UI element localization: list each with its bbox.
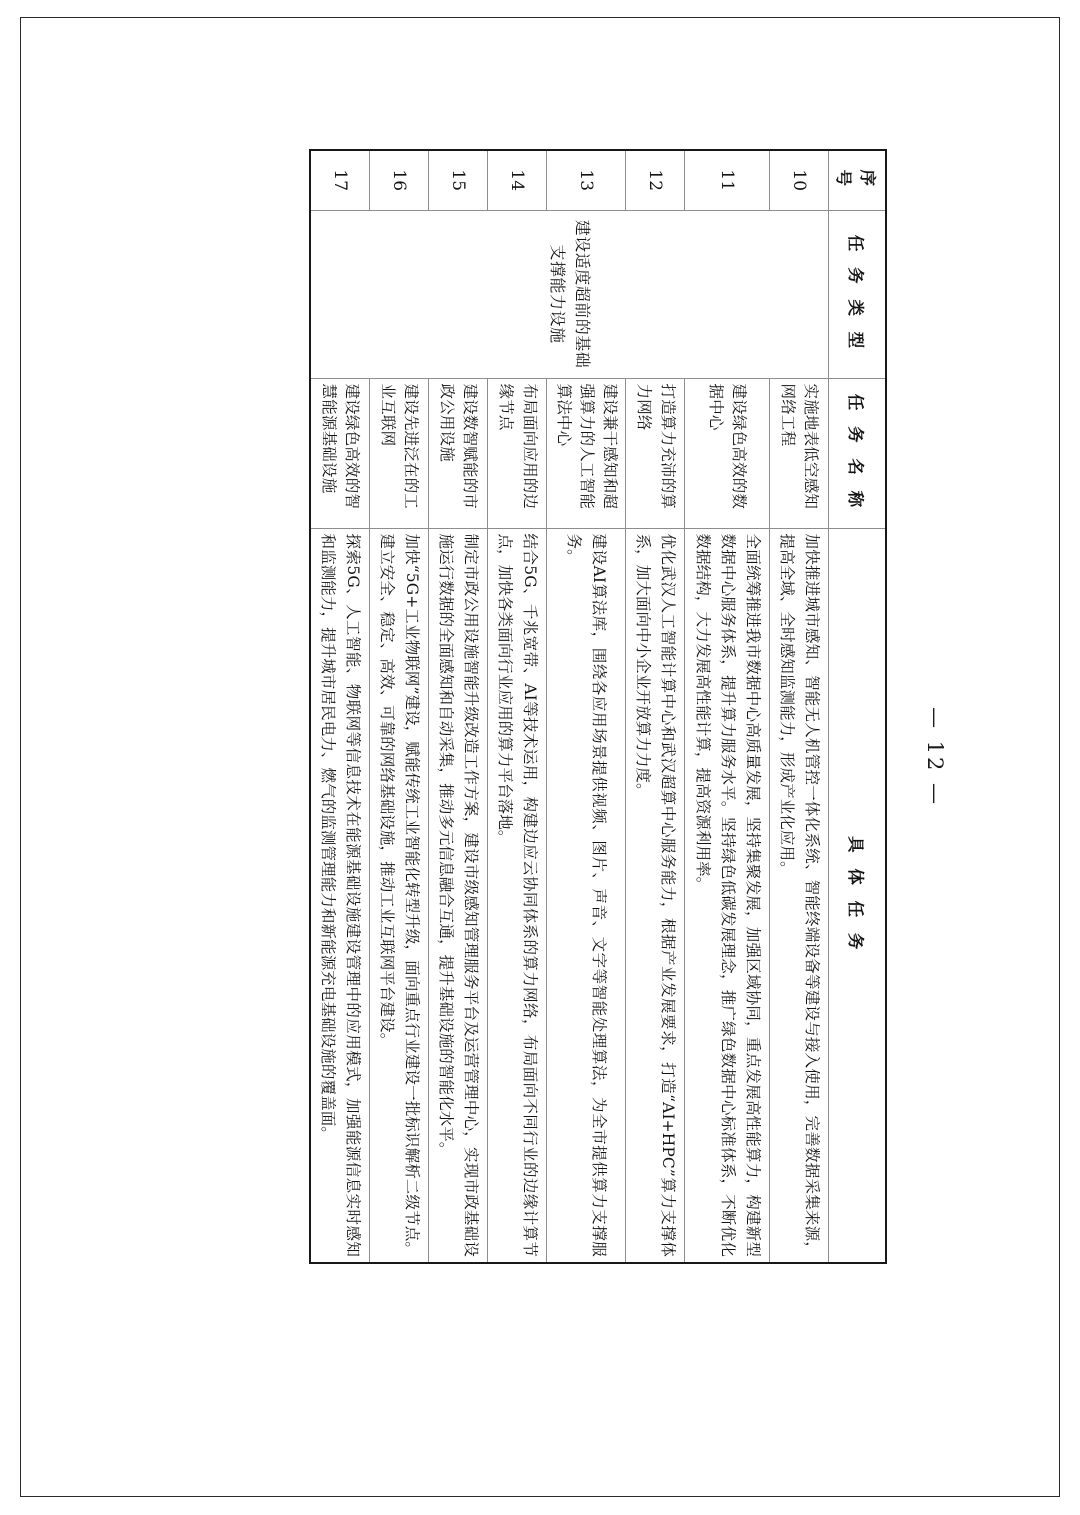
- table-header: [829, 150, 887, 1263]
- column-header-name: 任 务 名 称: [829, 378, 887, 528]
- header-row: [829, 150, 887, 1263]
- table-body: [310, 150, 829, 1263]
- column-header-type: 任 务 类 型: [829, 210, 887, 378]
- cell-no: 11: [685, 150, 769, 210]
- task-table: [309, 149, 887, 1264]
- cell-no: 12: [626, 150, 685, 210]
- column-header-no: 序 号: [829, 150, 887, 210]
- cell-task: 加快推进城市感知、智能无人机管控一体化系统、智能终端设备等建设与接入使用，完善数据采集来源，提高全域、全时感知监测能力，形成产业化应用。: [769, 528, 828, 1263]
- cell-no: 13: [547, 150, 626, 210]
- cell-type-merged: 建设适度超前的基础支撑能力设施: [310, 210, 829, 378]
- page-number: — 12 —: [923, 706, 947, 808]
- column-header-task: 具 体 任 务: [829, 528, 887, 1263]
- cell-name: 打造算力充沛的算力网络: [626, 378, 685, 528]
- cell-task: 建设AI算法库，围绕各应用场景提供视频、图片、声音、文字等智能处理算法，为全市提供算力支撑服务。: [547, 528, 626, 1263]
- table-row: [769, 150, 828, 1263]
- cell-no: 16: [369, 150, 428, 210]
- rotated-content-wrapper: [115, 92, 965, 1422]
- cell-name: 建设兼干感知和超强算力的人工智能算法中心: [547, 378, 626, 528]
- cell-name: 实施地表低空感知网络工程: [769, 378, 828, 528]
- cell-task: 全面统筹推进我市数据中心高质量发展，坚持集聚发展，加强区域协同，重点发展高性能算力，构建新型数据中心服务体系，提升算力服务水平。坚持绿色低碳发展理念，推广绿色数据中心标准体系，不断优化数据结构，大力发展高性能计算，提高资源利用率。: [685, 528, 769, 1263]
- page-border-frame: [20, 17, 1060, 1497]
- cell-no: 10: [769, 150, 828, 210]
- cell-name: 建设绿色高效的数据中心: [685, 378, 769, 528]
- cell-name: 建设绿色高效的智慧能源基础设施: [310, 378, 370, 528]
- cell-task: 加快“5G+工业物联网”建设，赋能传统工业智能化转型升级，面向重点行业建设一批标识解析二级节点。建立安全、稳定、高效、可靠的网络基础设施，推动工业互联网平台建设。: [369, 528, 428, 1263]
- cell-name: 布局面向应用的边缘节点: [488, 378, 547, 528]
- cell-task: 优化武汉人工智能计算中心和武汉超算中心服务能力，根据产业发展要求，打造“AI+HPC”算力支撑体系，加大面向中小企业开放算力力度。: [626, 528, 685, 1263]
- cell-no: 14: [488, 150, 547, 210]
- cell-task: 探索5G、人工智能、物联网等信息技术在能源基础设施建设管理中的应用模式，加强能源信息实时感知和监测能力，提升城市居民电力、燃气的监测管理能力和新能源充电基础设施的覆盖面。: [310, 528, 370, 1263]
- cell-no: 17: [310, 150, 370, 210]
- cell-no: 15: [429, 150, 488, 210]
- document-body: [115, 92, 965, 1422]
- cell-name: 建设先进泛在的工业互联网: [369, 378, 428, 528]
- cell-name: 建设数智赋能的市政公用设施: [429, 378, 488, 528]
- cell-task: 结合5G、千兆宽带、AI等技术运用，构建边应云协同体系的算力网络，布局面向不同行业的边缘计算节点，加快各类面向行业应用的算力平台落地。: [488, 528, 547, 1263]
- cell-task: 制定市政公用设施智能升级改造工作方案，建设市级感知管理服务平台及运营管理中心，实现市政基础设施运行数据的全面感知和自动采集，推动多元信息融合互通，提升基础设施的智能化水平。: [429, 528, 488, 1263]
